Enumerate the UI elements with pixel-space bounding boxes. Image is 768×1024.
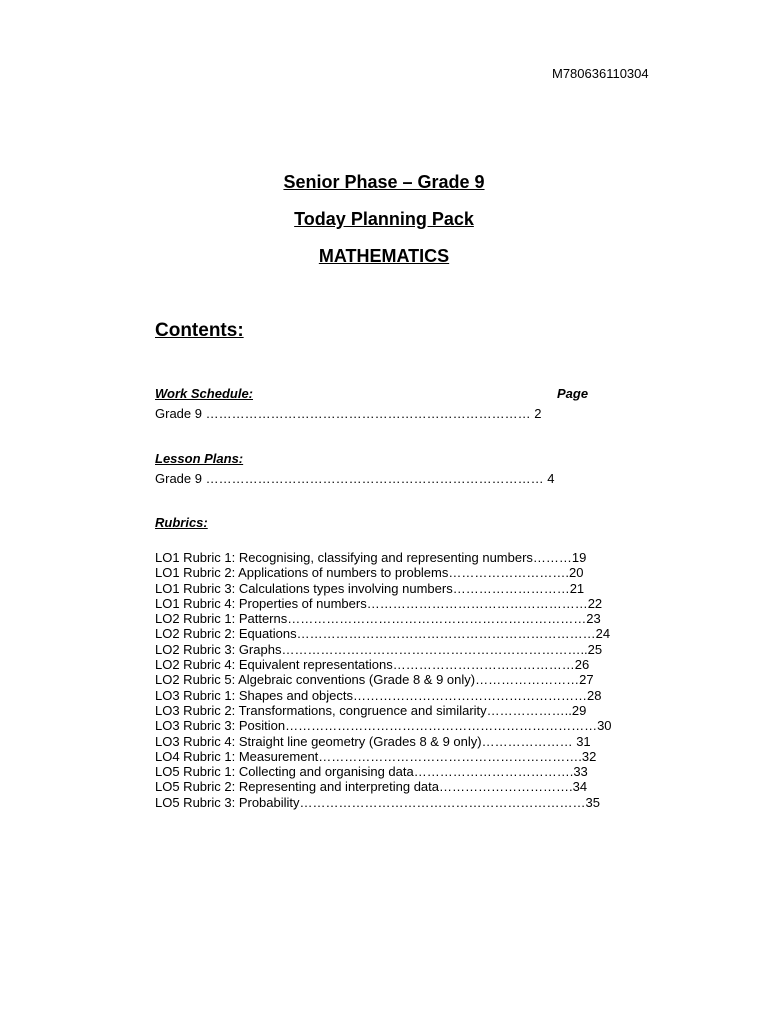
title-pack: Today Planning Pack (294, 209, 474, 229)
list-item: LO3 Rubric 3: Position………………………………………………………………30 (155, 718, 612, 734)
lesson-plans-entry: Grade 9 …………………………………………………………………… 4 (155, 471, 555, 486)
page-column-heading: Page (557, 386, 589, 401)
rubrics-list (155, 550, 635, 810)
list-item: LO1 Rubric 4: Properties of numbers……………………………………………22 (155, 595, 603, 611)
list-item: LO1 Rubric 1: Recognising, classifying and representing numbers………19 (155, 550, 587, 565)
work-schedule-entry: Grade 9 ………………………………………………………………… 2 (155, 406, 542, 421)
list-item: LO3 Rubric 1: Shapes and objects………………………………………………28 (155, 687, 602, 703)
list-item: LO2 Rubric 5: Algebraic conventions (Grade 8 & 9 only)……………………27 (155, 672, 594, 688)
contents-heading: Contents: (155, 320, 244, 341)
list-item: LO2 Rubric 4: Equivalent representations……………………………………26 (155, 657, 590, 673)
list-item: LO5 Rubric 1: Collecting and organising data……………………………….33 (155, 764, 588, 780)
list-item: LO3 Rubric 2: Transformations, congruence and similarity………………..29 (155, 702, 587, 718)
lesson-plans-heading: Lesson Plans: (155, 451, 244, 466)
list-item: LO5 Rubric 3: Probability…………………………………………………………35 (155, 794, 600, 810)
work-schedule-heading: Work Schedule: (155, 386, 254, 401)
list-item: LO2 Rubric 3: Graphs……………………………………………………………..25 (155, 641, 603, 657)
title-subject: MATHEMATICS (318, 246, 450, 266)
document-id: M780636110304 (552, 66, 649, 81)
list-item: LO2 Rubric 2: Equations……………………………………………………………24 (155, 626, 611, 642)
list-item: LO3 Rubric 4: Straight line geometry (Grades 8 & 9 only)………………… 31 (155, 733, 591, 749)
rubrics-heading: Rubrics: (155, 515, 208, 530)
title-phase: Senior Phase – Grade 9 (283, 172, 485, 192)
list-item: LO1 Rubric 2: Applications of numbers to problems……………………….20 (155, 565, 584, 581)
list-item: LO2 Rubric 1: Patterns……………………………………………………………23 (155, 611, 601, 627)
list-item: LO4 Rubric 1: Measurement…………………………………………………….32 (155, 748, 597, 764)
list-item: LO1 Rubric 3: Calculations types involving numbers………………………21 (155, 580, 585, 596)
list-item: LO5 Rubric 2: Representing and interpreting data………………………….34 (155, 779, 588, 795)
